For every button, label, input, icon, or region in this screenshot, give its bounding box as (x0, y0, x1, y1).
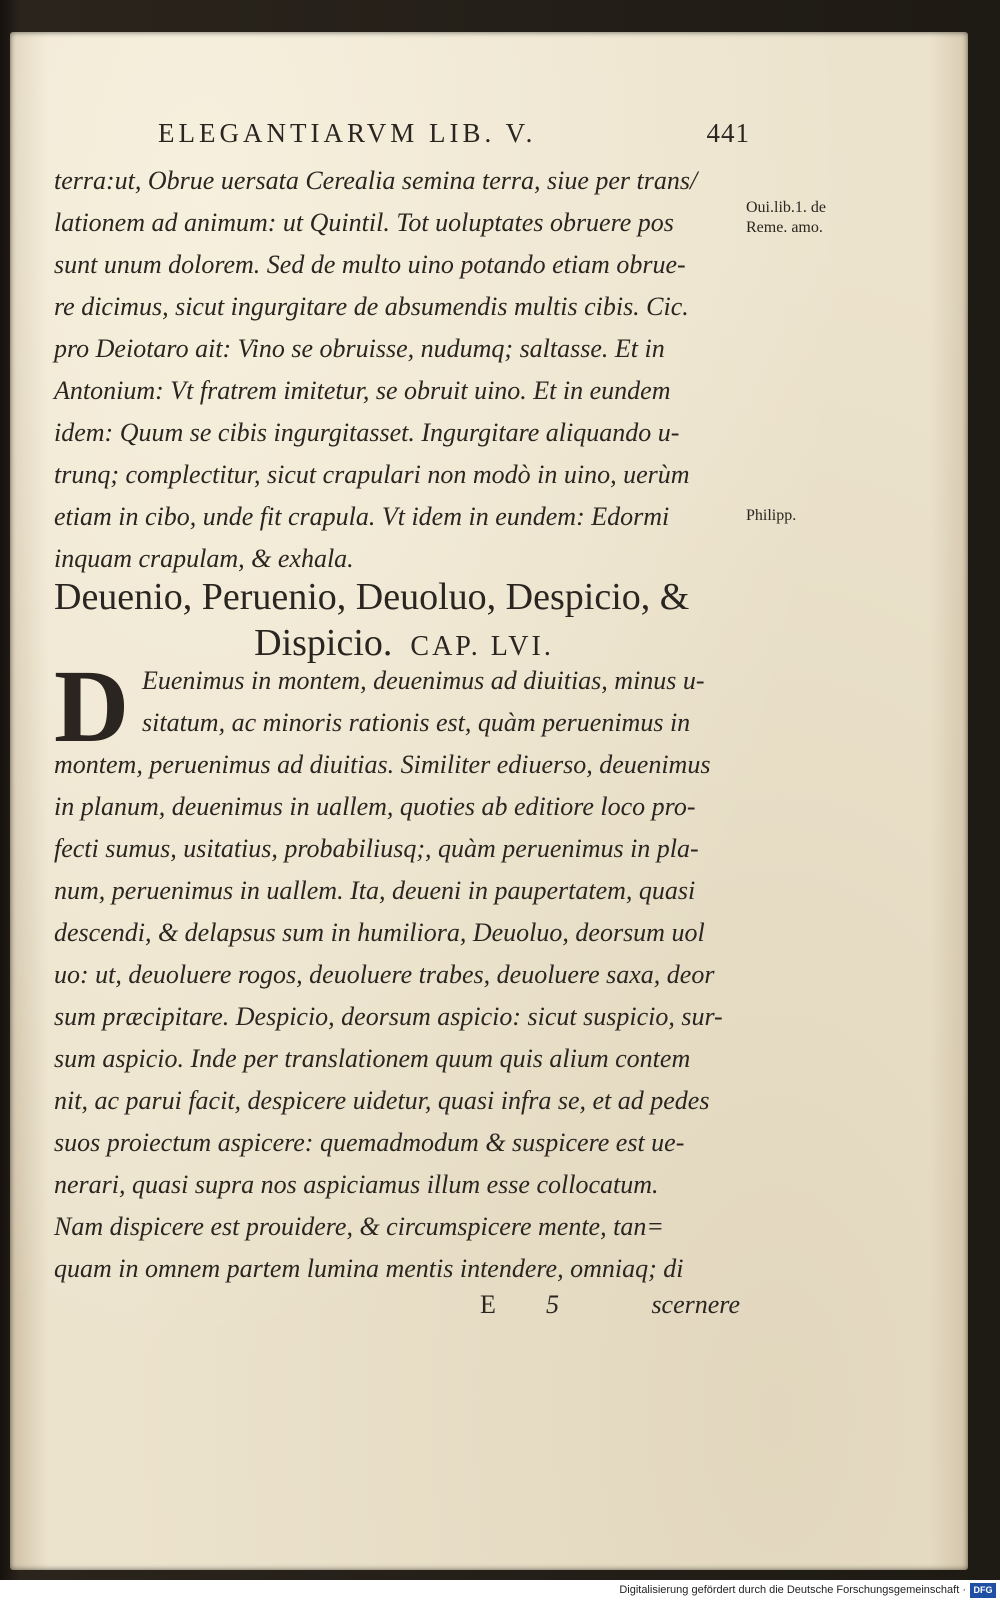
text-line: sum præcipitare. Despicio, deorsum aspicio: sicut suspicio, sur- (54, 1002, 723, 1031)
text-line: re dicimus, sicut ingurgitare de absumendis multis cibis. Cic. (54, 292, 689, 321)
text-block-chapter (54, 649, 754, 1290)
digitization-footer (0, 1580, 1000, 1602)
chapter-heading-word: Dispicio. (254, 622, 393, 664)
text-line: in planum, deuenimus in uallem, quoties ab editiore loco pro- (54, 792, 696, 821)
text-line: nerari, quasi supra nos aspiciamus illum esse collocatum. (54, 1170, 659, 1199)
text-block-top (54, 160, 754, 580)
text-line: etiam in cibo, unde fit crapula. Vt idem in eundem: Edormi (54, 502, 670, 531)
marginal-note-philipp: Philipp. (746, 507, 797, 524)
text-line: trunq; complectitur, sicut crapulari non modò in uino, uerùm (54, 460, 690, 489)
text-line: descendi, & delapsus sum in humiliora, Deuoluo, deorsum uol (54, 918, 705, 947)
catchword: scernere (651, 1290, 740, 1319)
text-line: fecti sumus, usitatius, probabiliusq;, quàm peruenimus in pla- (54, 834, 699, 863)
text-line: sitatum, ac minoris rationis est, quàm peruenimus in (142, 708, 691, 737)
text-line: Nam dispicere est prouidere, & circumspicere mente, tan= (54, 1212, 664, 1241)
text-line: pro Deiotaro ait: Vino se obruisse, nudumq; saltasse. Et in (54, 334, 665, 363)
marginal-note-line: Reme. amo. (746, 219, 823, 236)
text-line: lationem ad animum: ut Quintil. Tot uoluptates obruere pos (54, 208, 674, 237)
running-header (150, 118, 750, 152)
text-line: quam in omnem partem lumina mentis intendere, omniaq; di (54, 1254, 684, 1283)
marginal-note-line: Oui.lib.1. de (746, 199, 826, 216)
text-line: sunt unum dolorem. Sed de multo uino potando etiam obrue- (54, 250, 686, 279)
text-line: Antonium: Vt fratrem imitetur, se obruit uino. Et in eundem (54, 376, 671, 405)
drop-cap: D (54, 649, 130, 764)
page-number: 441 (706, 118, 750, 148)
text-line: idem: Quum se cibis ingurgitasset. Ingurgitare aliquando u- (54, 418, 680, 447)
text-line: suos proiectum aspicere: quemadmodum & suspicere est ue- (54, 1128, 685, 1157)
text-line: num, peruenimus in uallem. Ita, deueni in paupertatem, quasi (54, 876, 696, 905)
catchline (480, 1290, 740, 1330)
text-line: nit, ac parui facit, despicere uidetur, quasi infra se, et ad pedes (54, 1086, 710, 1115)
dfg-credit: Digitalisierung gefördert durch die Deutsche Forschungsgemeinschaft · (619, 1584, 966, 1596)
signature-mark: E (480, 1290, 496, 1319)
text-line: terra:ut, Obrue uersata Cerealia semina terra, siue per trans/ (54, 166, 698, 195)
chapter-number: CAP. LVI. (410, 631, 554, 662)
running-title: ELEGANTIARVM LIB. V. (158, 118, 537, 148)
text-line: montem, peruenimus ad diuitias. Similiter ediuerso, deuenimus (54, 750, 711, 779)
text-line: sum aspicio. Inde per translationem quum quis alium contem (54, 1044, 691, 1073)
text-line: inquam crapulam, & exhala. (54, 544, 354, 573)
text-line: Euenimus in montem, deuenimus ad diuitias, minus u- (142, 666, 705, 695)
chapter-heading (54, 574, 754, 670)
text-line: uo: ut, deuoluere rogos, deuoluere trabes, deuoluere saxa, deor (54, 960, 715, 989)
marginal-note-ovid (746, 198, 876, 238)
chapter-heading-line: Deuenio, Peruenio, Deuoluo, Despicio, & (54, 576, 690, 618)
signature-number: 5 (546, 1290, 559, 1319)
dfg-logo: DFG (970, 1583, 996, 1598)
